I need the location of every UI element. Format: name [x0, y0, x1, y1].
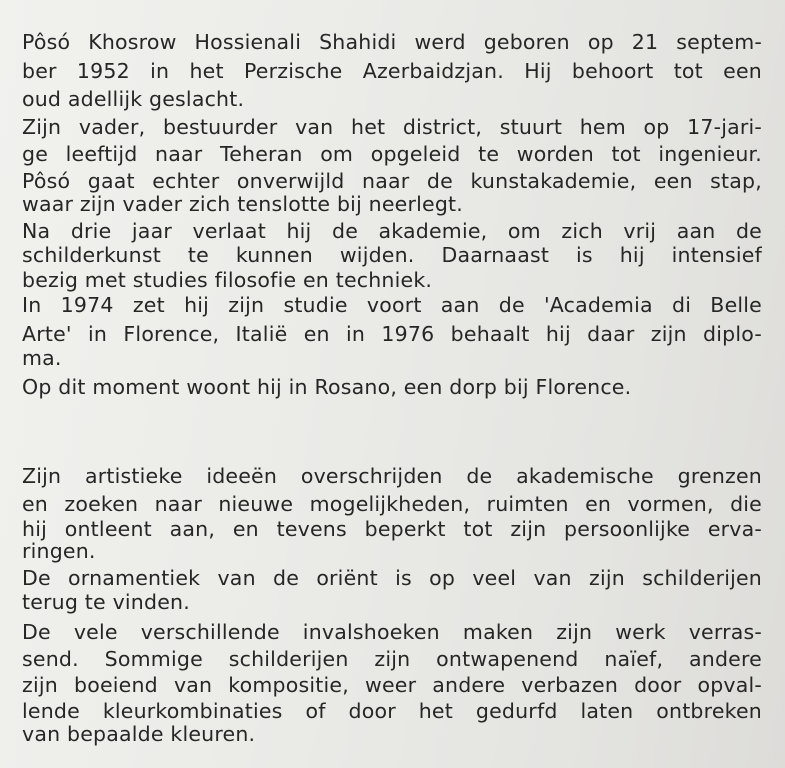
text-line: send. Sommige schilderijen zijn ontwapenend naïef, andere — [22, 647, 762, 671]
text-line: ma. — [22, 346, 62, 370]
text-line: In 1974 zet hij zijn studie voort aan de 'Academia di Belle — [22, 293, 762, 317]
text-line: waar zijn vader zich tenslotte bij neerlegt. — [22, 192, 464, 216]
text-line: Zijn vader, bestuurder van het district, stuurt hem op 17-jari- — [22, 115, 762, 139]
text-line: De vele verschillende invalshoeken maken zijn werk verras- — [22, 620, 762, 644]
text-line: ber 1952 in het Perzische Azerbaidzjan. Hij behoort tot een — [22, 59, 762, 83]
text-line: ge leeftijd naar Teheran om opgeleid te worden tot ingenieur. — [22, 142, 762, 166]
text-line: oud adellijk geslacht. — [22, 87, 245, 111]
text-line: Op dit moment woont hij in Rosano, een dorp bij Florence. — [22, 375, 632, 399]
text-line: Arte' in Florence, Italië en in 1976 behaalt hij daar zijn diplo- — [22, 322, 762, 346]
text-line: Zijn artistieke ideeën overschrijden de akademische grenzen — [22, 464, 762, 488]
text-line: bezig met studies filosofie en techniek. — [22, 268, 433, 292]
text-line: van bepaalde kleuren. — [22, 722, 256, 746]
text-line: terug te vinden. — [22, 590, 190, 614]
text-line: De ornamentiek van de oriënt is op veel van zijn schilderijen — [22, 566, 762, 590]
text-line: schilderkunst te kunnen wijden. Daarnaast is hij intensief — [22, 243, 762, 267]
text-line: hij ontleent aan, en tevens beperkt tot zijn persoonlijke erva- — [22, 517, 762, 541]
text-line: en zoeken naar nieuwe mogelijkheden, ruimten en vormen, die — [22, 492, 762, 516]
text-line: lende kleurkombinaties of door het gedurfd laten ontbreken — [22, 699, 762, 723]
text-line: ringen. — [22, 539, 96, 563]
text-line: Na drie jaar verlaat hij de akademie, om zich vrij aan de — [22, 219, 762, 243]
text-line: Pôsó gaat echter onverwijld naar de kunstakademie, een stap, — [22, 169, 762, 193]
text-line: zijn boeiend van kompositie, weer andere verbazen door opval- — [22, 673, 762, 697]
text-line: Pôsó Khosrow Hossienali Shahidi werd geboren op 21 septem- — [22, 30, 762, 54]
